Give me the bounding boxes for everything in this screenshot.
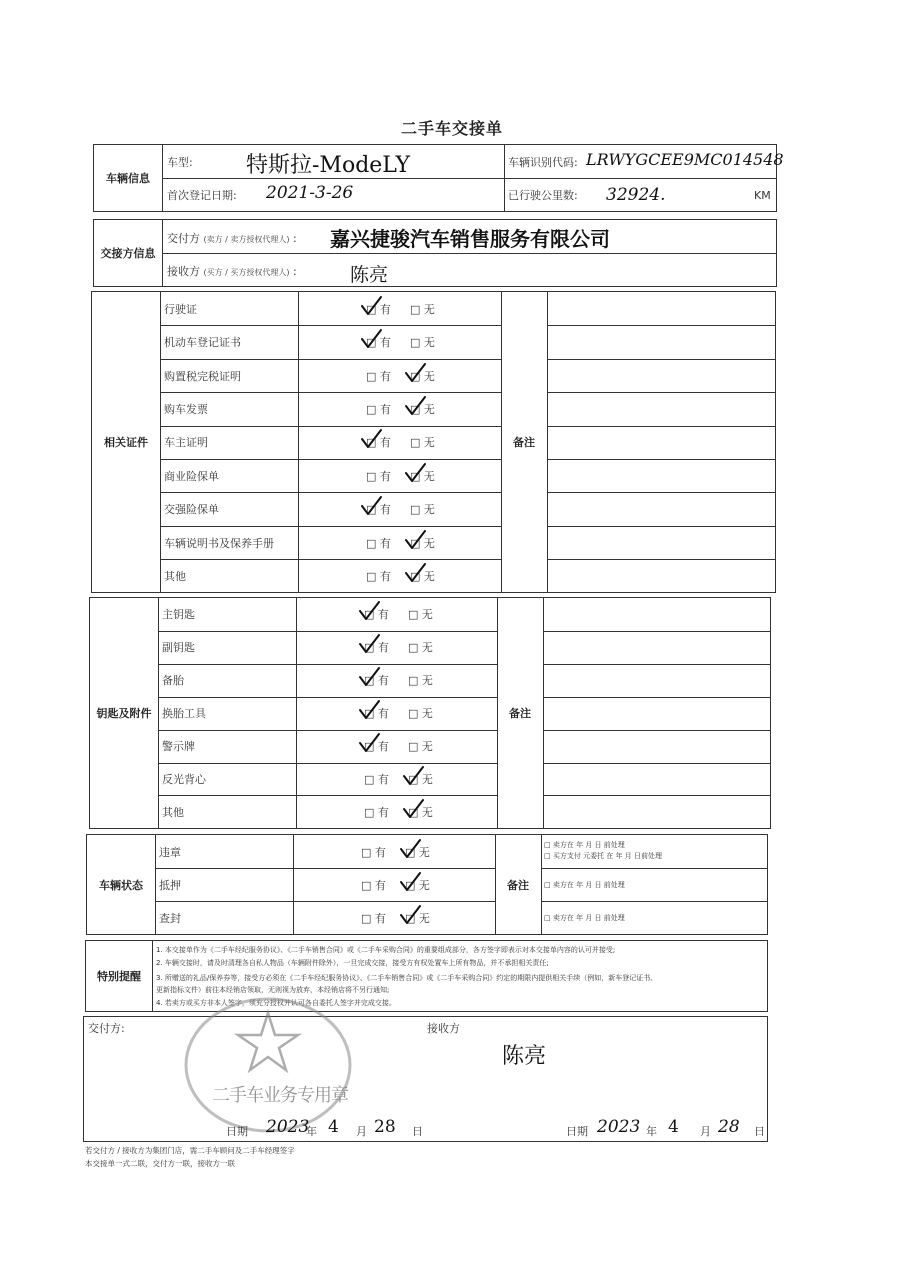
option-no-label: 无 — [418, 878, 430, 892]
checkmark-icon — [360, 495, 382, 517]
checkbox-icon: □ — [410, 369, 424, 383]
documents-item-label: 车辆说明书及保养手册 — [164, 536, 274, 550]
option-yes-label: 有 — [379, 469, 391, 483]
documents-item-label: 行驶证 — [164, 302, 197, 316]
giver-label — [167, 230, 297, 246]
vin-value: LRWYGCEE9MC014548 — [586, 150, 784, 169]
option-no-label: 无 — [423, 469, 435, 483]
status-option-yes[interactable] — [361, 877, 386, 893]
reg-date-value: 2021-3-26 — [266, 183, 354, 203]
option-no-label: 无 — [421, 674, 433, 688]
checkbox-icon: □ — [410, 336, 424, 350]
option-yes-label: 有 — [377, 740, 389, 754]
checkbox-icon: □ — [405, 878, 419, 892]
left-day-unit: 日 — [412, 1125, 423, 1138]
left-date-month: 4 — [328, 1117, 339, 1137]
model-value: 特斯拉-ModeLY — [246, 153, 411, 178]
status-remark-note-2: □ 买方支付 元委托 在 年 月 日前处理 — [544, 852, 662, 860]
documents-option-no[interactable] — [410, 501, 435, 517]
left-date-label: 日期 — [226, 1125, 248, 1138]
receiver-label — [167, 263, 297, 279]
checkbox-icon: □ — [364, 772, 378, 786]
company-seal — [182, 995, 354, 1135]
giver-sub: (卖方 / 卖方授权代理人) — [203, 235, 290, 244]
status-option-yes[interactable] — [361, 844, 386, 860]
checkmark-icon — [358, 699, 380, 721]
status-remark-label: 备注 — [507, 878, 529, 892]
documents-table — [91, 291, 776, 593]
option-yes-label: 有 — [379, 536, 391, 550]
checkbox-icon: □ — [361, 878, 375, 892]
option-no-label: 无 — [418, 845, 430, 859]
keys-table — [89, 597, 771, 829]
checkbox-icon: □ — [366, 569, 380, 583]
option-yes-label: 有 — [379, 369, 391, 383]
documents-item-label: 机动车登记证书 — [164, 336, 241, 350]
keys-option-no[interactable] — [408, 672, 433, 688]
option-no-label: 无 — [423, 503, 435, 517]
status-remark-note: □ 卖方在 年 月 日 前处理 — [544, 841, 625, 849]
checkmark-icon — [399, 871, 421, 893]
option-yes-label: 有 — [377, 674, 389, 688]
keys-item-label: 副钥匙 — [162, 641, 195, 655]
option-no-label: 无 — [421, 772, 433, 786]
checkbox-icon: □ — [408, 740, 422, 754]
keys-item-label: 备胎 — [162, 674, 184, 688]
option-yes-label: 有 — [377, 772, 389, 786]
option-no-label: 无 — [421, 608, 433, 622]
status-item-label: 查封 — [159, 911, 181, 925]
documents-item-label: 购车发票 — [164, 402, 208, 416]
documents-option-yes[interactable] — [366, 468, 391, 484]
option-yes-label: 有 — [379, 302, 391, 316]
keys-option-yes[interactable] — [364, 771, 389, 787]
receiver-value: 陈亮 — [350, 264, 389, 286]
option-yes-label: 有 — [374, 845, 386, 859]
status-item-label: 抵押 — [159, 878, 181, 892]
mileage-label: 已行驶公里数: — [508, 189, 578, 202]
documents-option-no[interactable] — [410, 301, 435, 317]
right-date-month: 4 — [668, 1117, 679, 1137]
status-option-yes[interactable] — [361, 910, 386, 926]
keys-item-label: 换胎工具 — [162, 707, 206, 721]
checkbox-icon: □ — [366, 536, 380, 550]
checkbox-icon: □ — [364, 707, 378, 721]
giver-sign-label: 交付方: — [88, 1022, 125, 1035]
keys-item-label: 警示牌 — [162, 740, 195, 754]
left-date-year: 2023 — [266, 1117, 310, 1137]
checkmark-icon — [358, 732, 380, 754]
documents-option-yes[interactable] — [366, 535, 391, 551]
checkbox-icon: □ — [408, 608, 422, 622]
keys-option-no[interactable] — [408, 738, 433, 754]
option-yes-label: 有 — [377, 641, 389, 655]
checkmark-icon — [358, 633, 380, 655]
right-date-day: 28 — [718, 1117, 740, 1137]
documents-option-yes[interactable] — [366, 401, 391, 417]
keys-item-label: 其他 — [162, 805, 184, 819]
status-remark-note: □ 卖方在 年 月 日 前处理 — [544, 913, 625, 922]
keys-remark-label: 备注 — [509, 707, 531, 720]
checkmark-icon — [404, 562, 426, 584]
documents-item-label: 商业险保单 — [164, 469, 219, 483]
option-yes-label: 有 — [379, 569, 391, 583]
special-line-5: 4. 若卖方或买方非本人签字，须充分授权并认可各自委托人签字并完成交接。 — [156, 999, 396, 1007]
footer-line-2: 本交接单一式二联，交付方一联，接收方一联 — [85, 1159, 235, 1168]
option-yes-label: 有 — [379, 336, 391, 350]
documents-item-label: 其他 — [164, 569, 186, 583]
option-no-label: 无 — [421, 740, 433, 754]
giver-colon: : — [293, 232, 297, 245]
checkbox-icon: □ — [364, 740, 378, 754]
receiver-sub: (买方 / 买方授权代理人) — [203, 268, 290, 277]
checkbox-icon: □ — [410, 569, 424, 583]
documents-section-label: 相关证件 — [104, 436, 148, 449]
footer-line-1: 若交付方 / 接收方为集团门店，需二手车顾问及二手车经理签字 — [85, 1146, 295, 1155]
seal-text: 二手车业务专用章 — [212, 1085, 348, 1106]
option-no-label: 无 — [421, 707, 433, 721]
documents-option-no[interactable] — [410, 334, 435, 350]
checkbox-icon: □ — [364, 608, 378, 622]
checkbox-icon: □ — [361, 845, 375, 859]
checkbox-icon: □ — [410, 436, 424, 450]
right-date-label: 日期 — [566, 1125, 588, 1138]
special-line-2: 2. 车辆交接时，请及时清理各自私人物品（车辆附件除外），一旦完成交接，接受方有权处置车上所有物品，并不承担相关责任; — [156, 959, 549, 967]
status-table — [86, 834, 768, 935]
option-yes-label: 有 — [379, 402, 391, 416]
documents-item-label: 车主证明 — [164, 436, 208, 450]
left-month-unit: 月 — [356, 1125, 367, 1138]
option-yes-label: 有 — [377, 805, 389, 819]
checkmark-icon — [360, 428, 382, 450]
mileage-value: 32924. — [606, 185, 666, 205]
option-no-label: 无 — [423, 436, 435, 450]
checkbox-icon: □ — [366, 436, 380, 450]
form-title: 二手车交接单 — [400, 119, 503, 138]
option-yes-label: 有 — [379, 503, 391, 517]
checkbox-icon: □ — [405, 911, 419, 925]
checkmark-icon — [404, 362, 426, 384]
vehicle-info-table — [93, 144, 784, 212]
reg-date-label: 首次登记日期: — [167, 189, 237, 202]
option-no-label: 无 — [421, 805, 433, 819]
right-year-unit: 年 — [646, 1125, 657, 1138]
checkbox-icon: □ — [364, 674, 378, 688]
left-date-day: 28 — [374, 1117, 396, 1137]
receiver-signature: 陈亮 — [502, 1044, 547, 1069]
vehicle-info-section-label: 车辆信息 — [106, 172, 150, 185]
model-label: 车型: — [167, 156, 193, 169]
checkmark-icon — [360, 295, 382, 317]
status-section-label: 车辆状态 — [99, 878, 143, 892]
checkmark-icon — [404, 395, 426, 417]
signature-table — [83, 1016, 768, 1142]
giver-value: 嘉兴捷骏汽车销售服务有限公司 — [330, 227, 610, 251]
checkbox-icon: □ — [410, 302, 424, 316]
checkbox-icon: □ — [366, 402, 380, 416]
giver-label-text: 交付方 — [167, 232, 200, 245]
checkmark-icon — [360, 328, 382, 350]
option-no-label: 无 — [421, 641, 433, 655]
documents-item-label: 购置税完税证明 — [164, 369, 241, 383]
checkmark-icon — [402, 765, 424, 787]
status-item-label: 违章 — [159, 845, 181, 859]
status-remark-note: □ 卖方在 年 月 日 前处理 — [544, 880, 625, 889]
keys-option-no[interactable] — [408, 606, 433, 622]
option-yes-label: 有 — [374, 911, 386, 925]
keys-item-label: 主钥匙 — [162, 608, 195, 622]
parties-table — [93, 219, 777, 287]
vin-label: 车辆识别代码: — [508, 156, 578, 169]
checkbox-icon: □ — [366, 503, 380, 517]
option-no-label: 无 — [423, 536, 435, 550]
special-line-3: 3. 所赠送的礼品/保养券等，接受方必须在《二手车经纪服务协议》、《二手车销售合同》或《二手车采购合同》约定的期限内提供相关手续（例如，新车登记证书、 — [156, 974, 658, 982]
keys-item-label: 反光背心 — [162, 772, 206, 786]
option-yes-label: 有 — [377, 608, 389, 622]
documents-item-label: 交强险保单 — [164, 503, 219, 517]
checkbox-icon: □ — [405, 845, 419, 859]
keys-section-label: 钥匙及附件 — [96, 707, 152, 720]
parties-section-label: 交接方信息 — [100, 247, 156, 260]
checkbox-icon: □ — [364, 805, 378, 819]
left-year-unit: 年 — [306, 1125, 317, 1138]
documents-option-no[interactable] — [410, 434, 435, 450]
special-line-1: 1. 本交接单作为《二手车经纪服务协议》、《二手车销售合同》或《二手车采购合同》的重要组成部分，各方签字即表示对本交接单内容的认可并接受; — [156, 946, 616, 954]
checkbox-icon: □ — [410, 402, 424, 416]
checkbox-icon: □ — [410, 503, 424, 517]
checkbox-icon: □ — [410, 536, 424, 550]
right-month-unit: 月 — [700, 1125, 711, 1138]
option-no-label: 无 — [423, 336, 435, 350]
option-yes-label: 有 — [379, 436, 391, 450]
checkmark-icon — [404, 529, 426, 551]
checkmark-icon — [402, 798, 424, 820]
receiver-label-text: 接收方 — [167, 265, 200, 278]
checkmark-icon — [404, 462, 426, 484]
documents-remark-label: 备注 — [513, 436, 535, 449]
checkbox-icon: □ — [408, 805, 422, 819]
checkbox-icon: □ — [366, 369, 380, 383]
checkbox-icon: □ — [408, 641, 422, 655]
special-section-label: 特别提醒 — [97, 970, 141, 983]
option-no-label: 无 — [423, 402, 435, 416]
keys-option-no[interactable] — [408, 705, 433, 721]
right-day-unit: 日 — [754, 1125, 765, 1138]
option-yes-label: 有 — [374, 878, 386, 892]
special-line-4: 更新指标文件）前往本经销店领取，无则视为放弃，本经销店将不另行通知; — [156, 986, 390, 994]
checkbox-icon: □ — [366, 336, 380, 350]
option-no-label: 无 — [423, 569, 435, 583]
checkmark-icon — [358, 600, 380, 622]
option-no-label: 无 — [423, 369, 435, 383]
receiver-colon: : — [293, 265, 297, 278]
keys-option-yes[interactable] — [364, 804, 389, 820]
checkbox-icon: □ — [408, 674, 422, 688]
right-date-year: 2023 — [597, 1117, 641, 1137]
checkbox-icon: □ — [408, 772, 422, 786]
checkbox-icon: □ — [410, 469, 424, 483]
option-no-label: 无 — [418, 911, 430, 925]
option-no-label: 无 — [423, 302, 435, 316]
checkmark-icon — [399, 904, 421, 926]
receiver-sign-label: 接收方 — [427, 1022, 460, 1035]
documents-option-yes[interactable] — [366, 568, 391, 584]
checkbox-icon: □ — [408, 707, 422, 721]
keys-option-no[interactable] — [408, 639, 433, 655]
mileage-unit: KM — [754, 189, 771, 202]
checkbox-icon: □ — [366, 302, 380, 316]
checkbox-icon: □ — [364, 641, 378, 655]
checkbox-icon: □ — [366, 469, 380, 483]
option-yes-label: 有 — [377, 707, 389, 721]
documents-option-yes[interactable] — [366, 368, 391, 384]
checkbox-icon: □ — [361, 911, 375, 925]
checkmark-icon — [399, 838, 421, 860]
checkmark-icon — [358, 666, 380, 688]
